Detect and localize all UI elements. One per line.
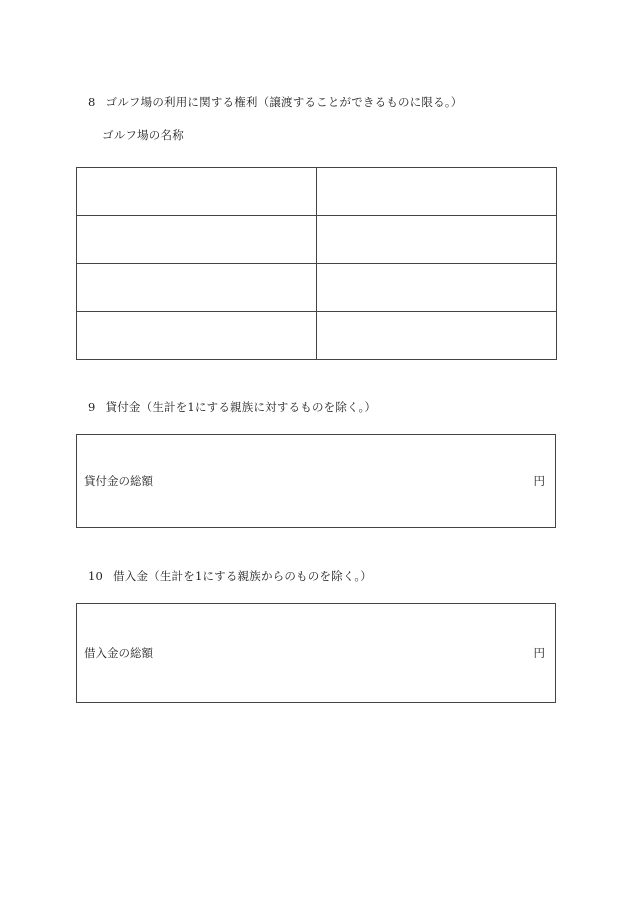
golf-course-table [76, 167, 557, 360]
golf-course-value-cell[interactable] [317, 168, 557, 216]
loan-receivable-total-label: 貸付金の総額 [84, 474, 153, 488]
borrowing-total-box[interactable] [76, 603, 556, 703]
table-row [77, 264, 557, 312]
yen-unit-label: 円 [533, 474, 545, 488]
section-9-number: 9 [88, 400, 96, 414]
yen-unit-label: 円 [533, 646, 545, 660]
section-10-title: 借入金（生計を1にする親族からのものを除く。） [113, 569, 372, 583]
section-9-heading [88, 399, 376, 415]
golf-course-value-cell[interactable] [317, 264, 557, 312]
section-8-number: 8 [88, 95, 96, 109]
golf-course-name-cell[interactable] [77, 312, 317, 360]
section-10-heading [88, 568, 372, 584]
table-row [77, 216, 557, 264]
section-9-title: 貸付金（生計を1にする親族に対するものを除く。） [105, 400, 377, 414]
golf-course-name-cell[interactable] [77, 264, 317, 312]
golf-course-value-cell[interactable] [317, 312, 557, 360]
borrowing-total-label: 借入金の総額 [84, 646, 153, 660]
section-10-number: 10 [88, 569, 104, 583]
loan-receivable-total-box[interactable] [76, 434, 556, 528]
golf-course-name-label: ゴルフ場の名称 [102, 128, 184, 142]
table-row [77, 168, 557, 216]
table-row [77, 312, 557, 360]
golf-course-name-cell[interactable] [77, 216, 317, 264]
section-8-heading [88, 94, 462, 110]
golf-course-name-cell[interactable] [77, 168, 317, 216]
golf-course-value-cell[interactable] [317, 216, 557, 264]
section-8-title: ゴルフ場の利用に関する権利（譲渡することができるものに限る。） [105, 95, 463, 109]
